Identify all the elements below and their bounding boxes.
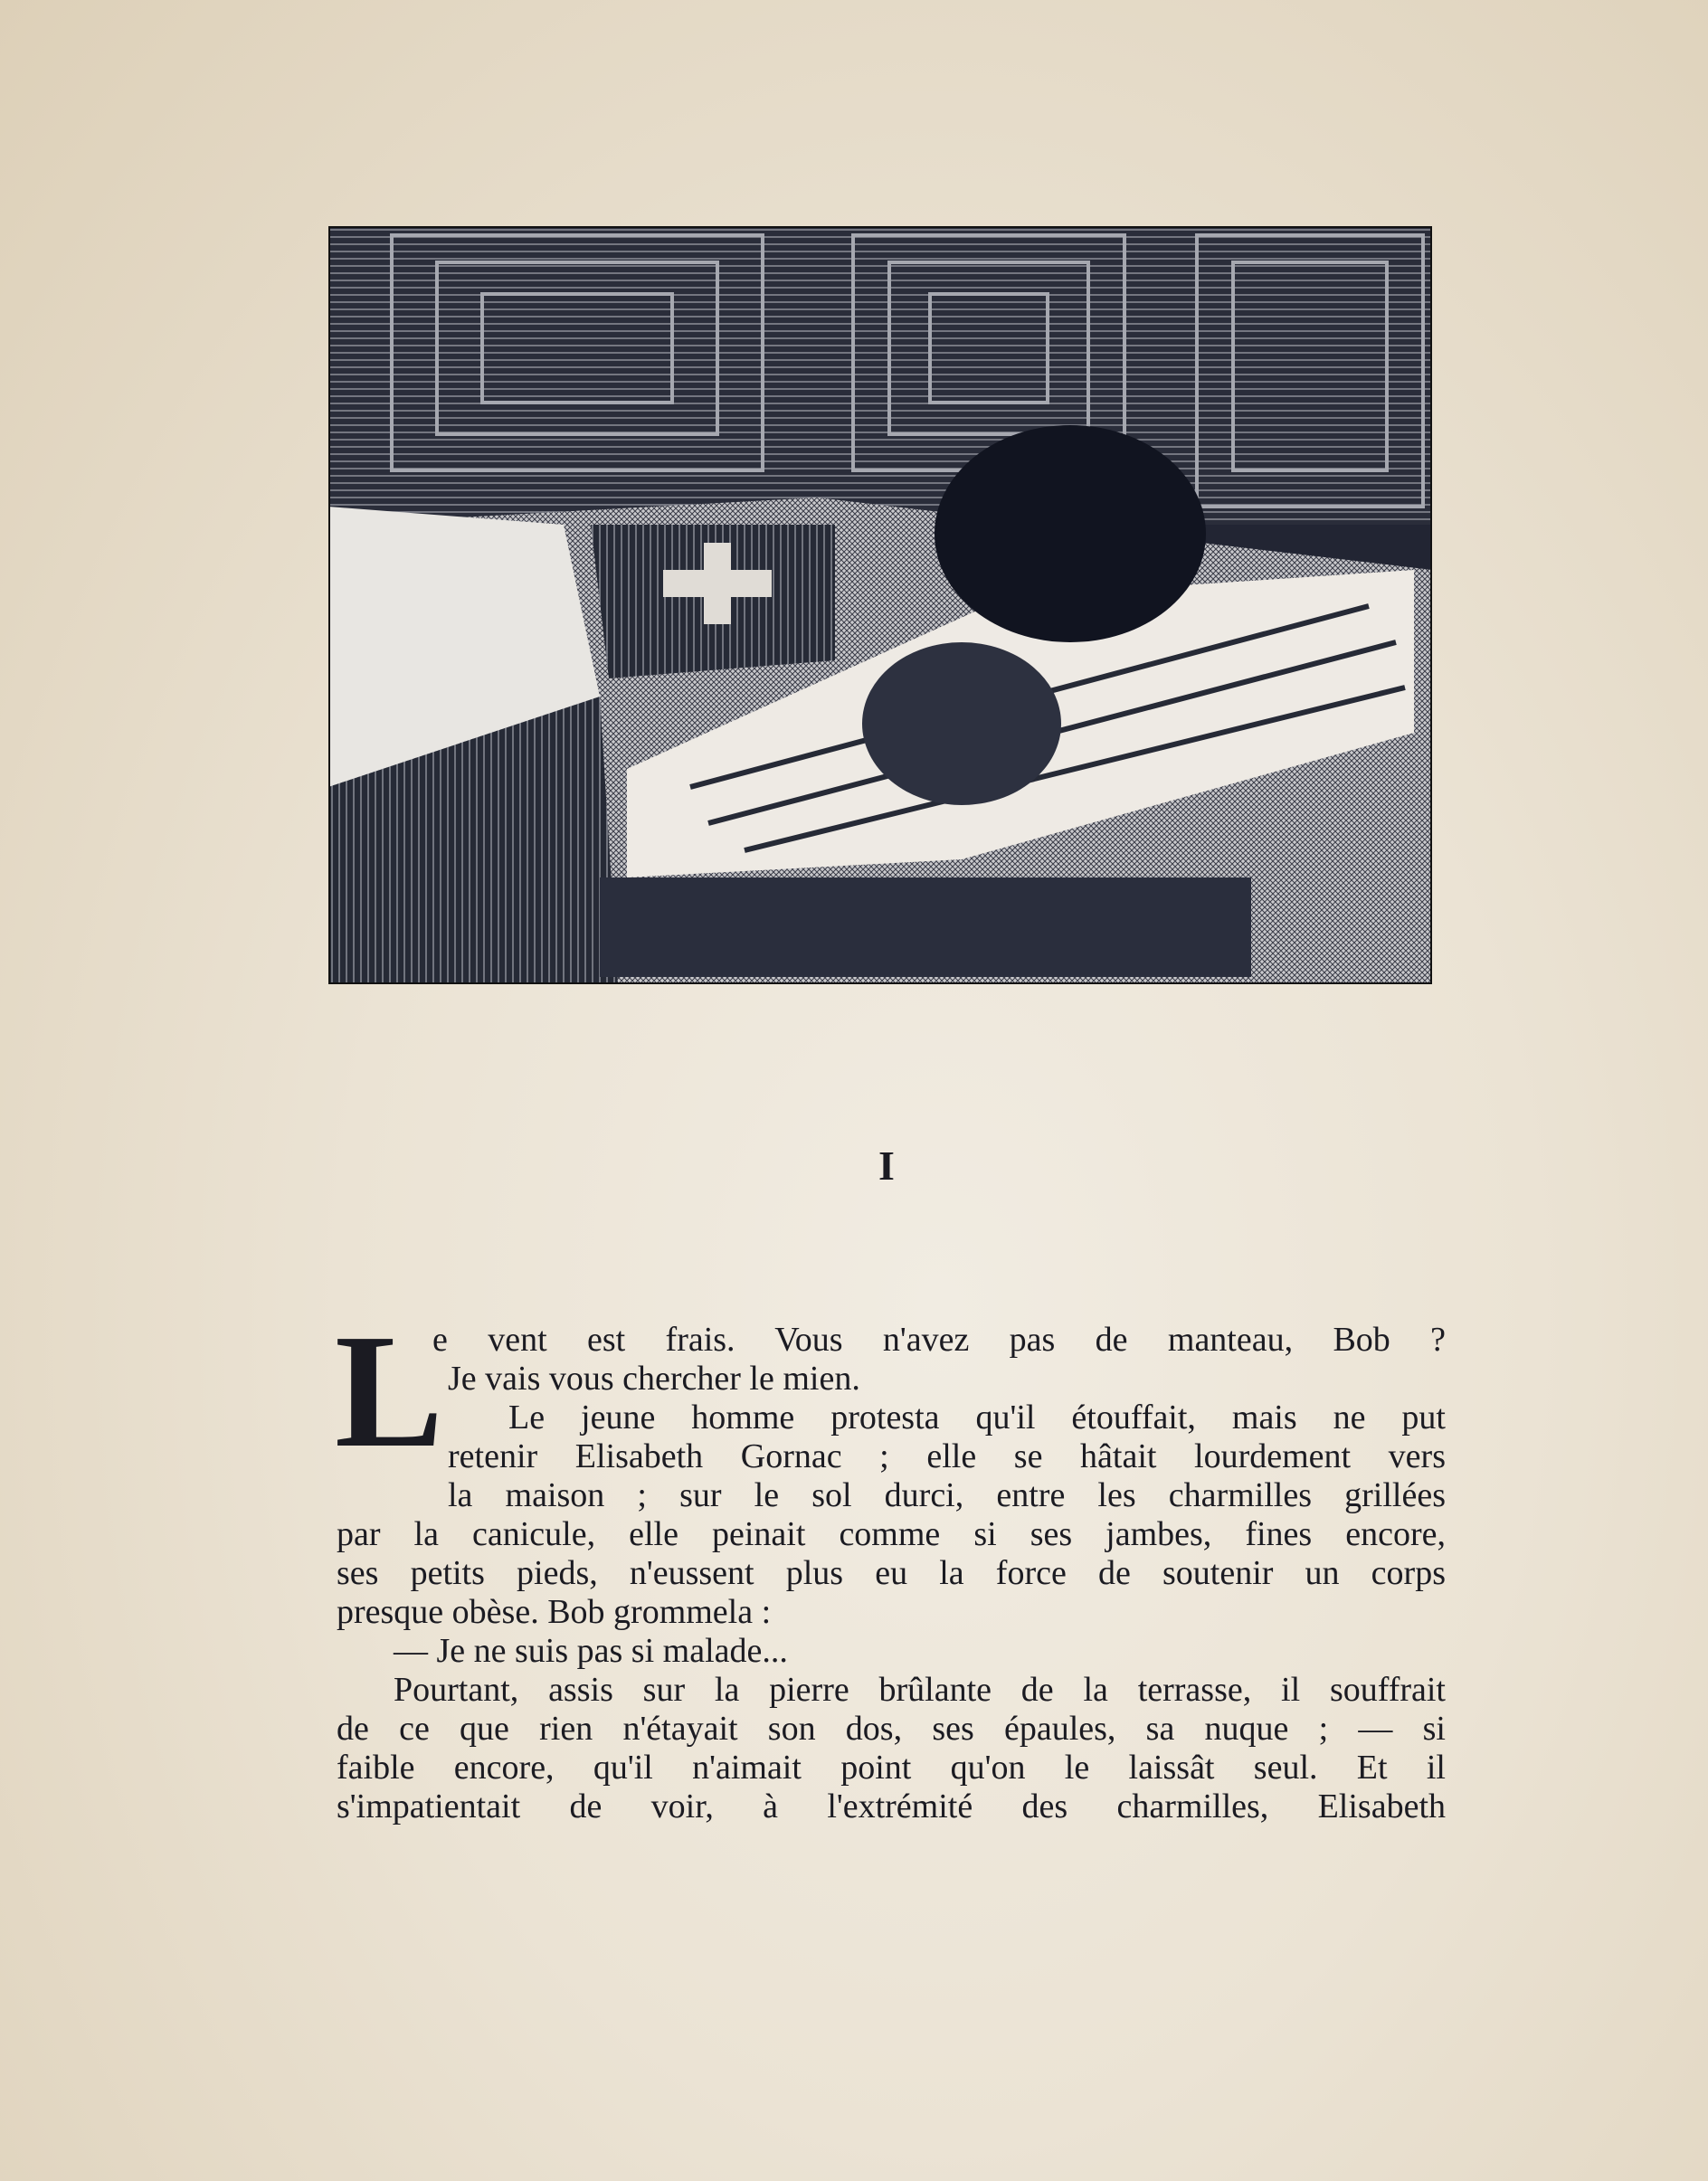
text-line: retenir Elisabeth Gornac ; elle se hâtait lourdement vers <box>448 1437 1446 1475</box>
chapter-number: I <box>878 1143 895 1189</box>
text-line: faible encore, qu'il n'aimait point qu'on le laissât seul. Et il <box>337 1749 1446 1787</box>
text-line: ses petits pieds, n'eussent plus eu la force de soutenir un corps <box>337 1554 1446 1592</box>
text-line: — Je ne suis pas si malade... <box>394 1632 788 1670</box>
text-line: e vent est frais. Vous n'avez pas de manteau, Bob ? <box>432 1321 1446 1359</box>
text-line: Le jeune homme protesta qu'il étouffait, mais ne put <box>508 1399 1446 1437</box>
text-line: s'impatientait de voir, à l'extrémité des charmilles, Elisabeth <box>337 1787 1446 1825</box>
text-line: par la canicule, elle peinait comme si ses jambes, fines encore, <box>337 1515 1446 1553</box>
text-line: de ce que rien n'étayait son dos, ses épaules, sa nuque ; — si <box>337 1710 1446 1748</box>
text-line: la maison ; sur le sol durci, entre les charmilles grillées <box>448 1476 1446 1514</box>
text-line: presque obèse. Bob grommela : <box>337 1593 772 1631</box>
text-line: Pourtant, assis sur la pierre brûlante de la terrasse, il souffrait <box>394 1671 1446 1709</box>
woodcut-illustration <box>328 226 1432 984</box>
drop-cap: L <box>335 1301 444 1481</box>
text-line: Je vais vous chercher le mien. <box>448 1360 860 1398</box>
